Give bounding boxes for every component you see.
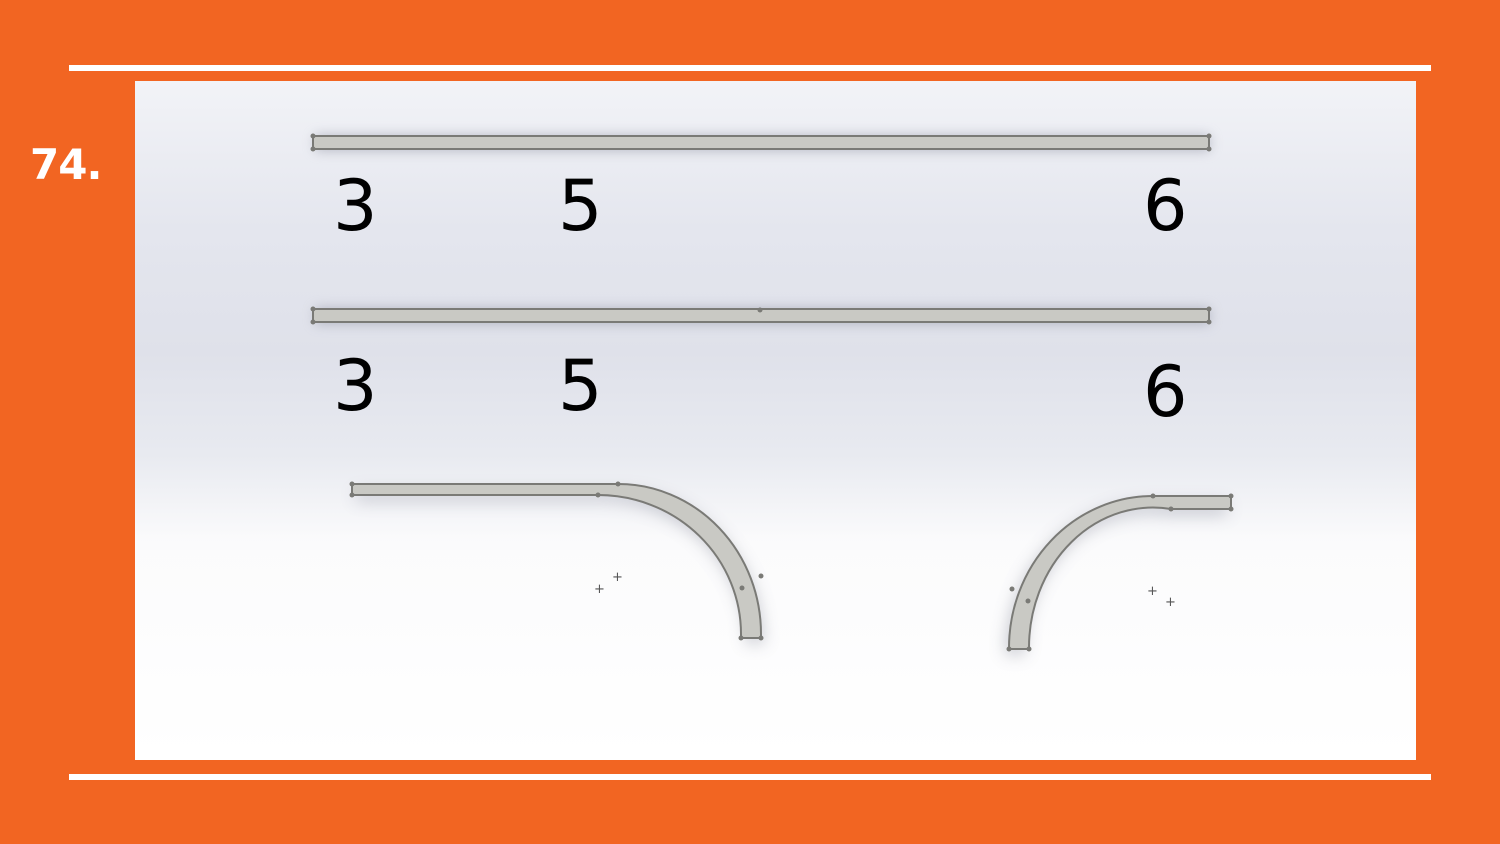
- row2-label-5: 5: [558, 345, 603, 427]
- row2-label-3: 3: [333, 345, 378, 427]
- svg-text:+: +: [594, 582, 605, 597]
- bottom-divider: [69, 774, 1431, 780]
- bent-bar-left: [350, 482, 765, 647]
- row2-label-6: 6: [1143, 351, 1188, 433]
- bent-bar-right: [1005, 494, 1234, 656]
- row1-label-5: 5: [558, 165, 603, 247]
- sketch-geometry: [135, 81, 1416, 760]
- slide-number: 74.: [30, 140, 102, 189]
- cad-viewport: [135, 81, 1416, 760]
- svg-text:+: +: [1147, 584, 1158, 599]
- top-divider: [69, 65, 1431, 71]
- straight-bar-2: [311, 307, 1212, 325]
- svg-text:+: +: [1165, 595, 1176, 610]
- row1-label-6: 6: [1143, 165, 1188, 247]
- svg-text:+: +: [612, 570, 623, 585]
- row1-label-3: 3: [333, 165, 378, 247]
- straight-bar-1: [311, 134, 1212, 152]
